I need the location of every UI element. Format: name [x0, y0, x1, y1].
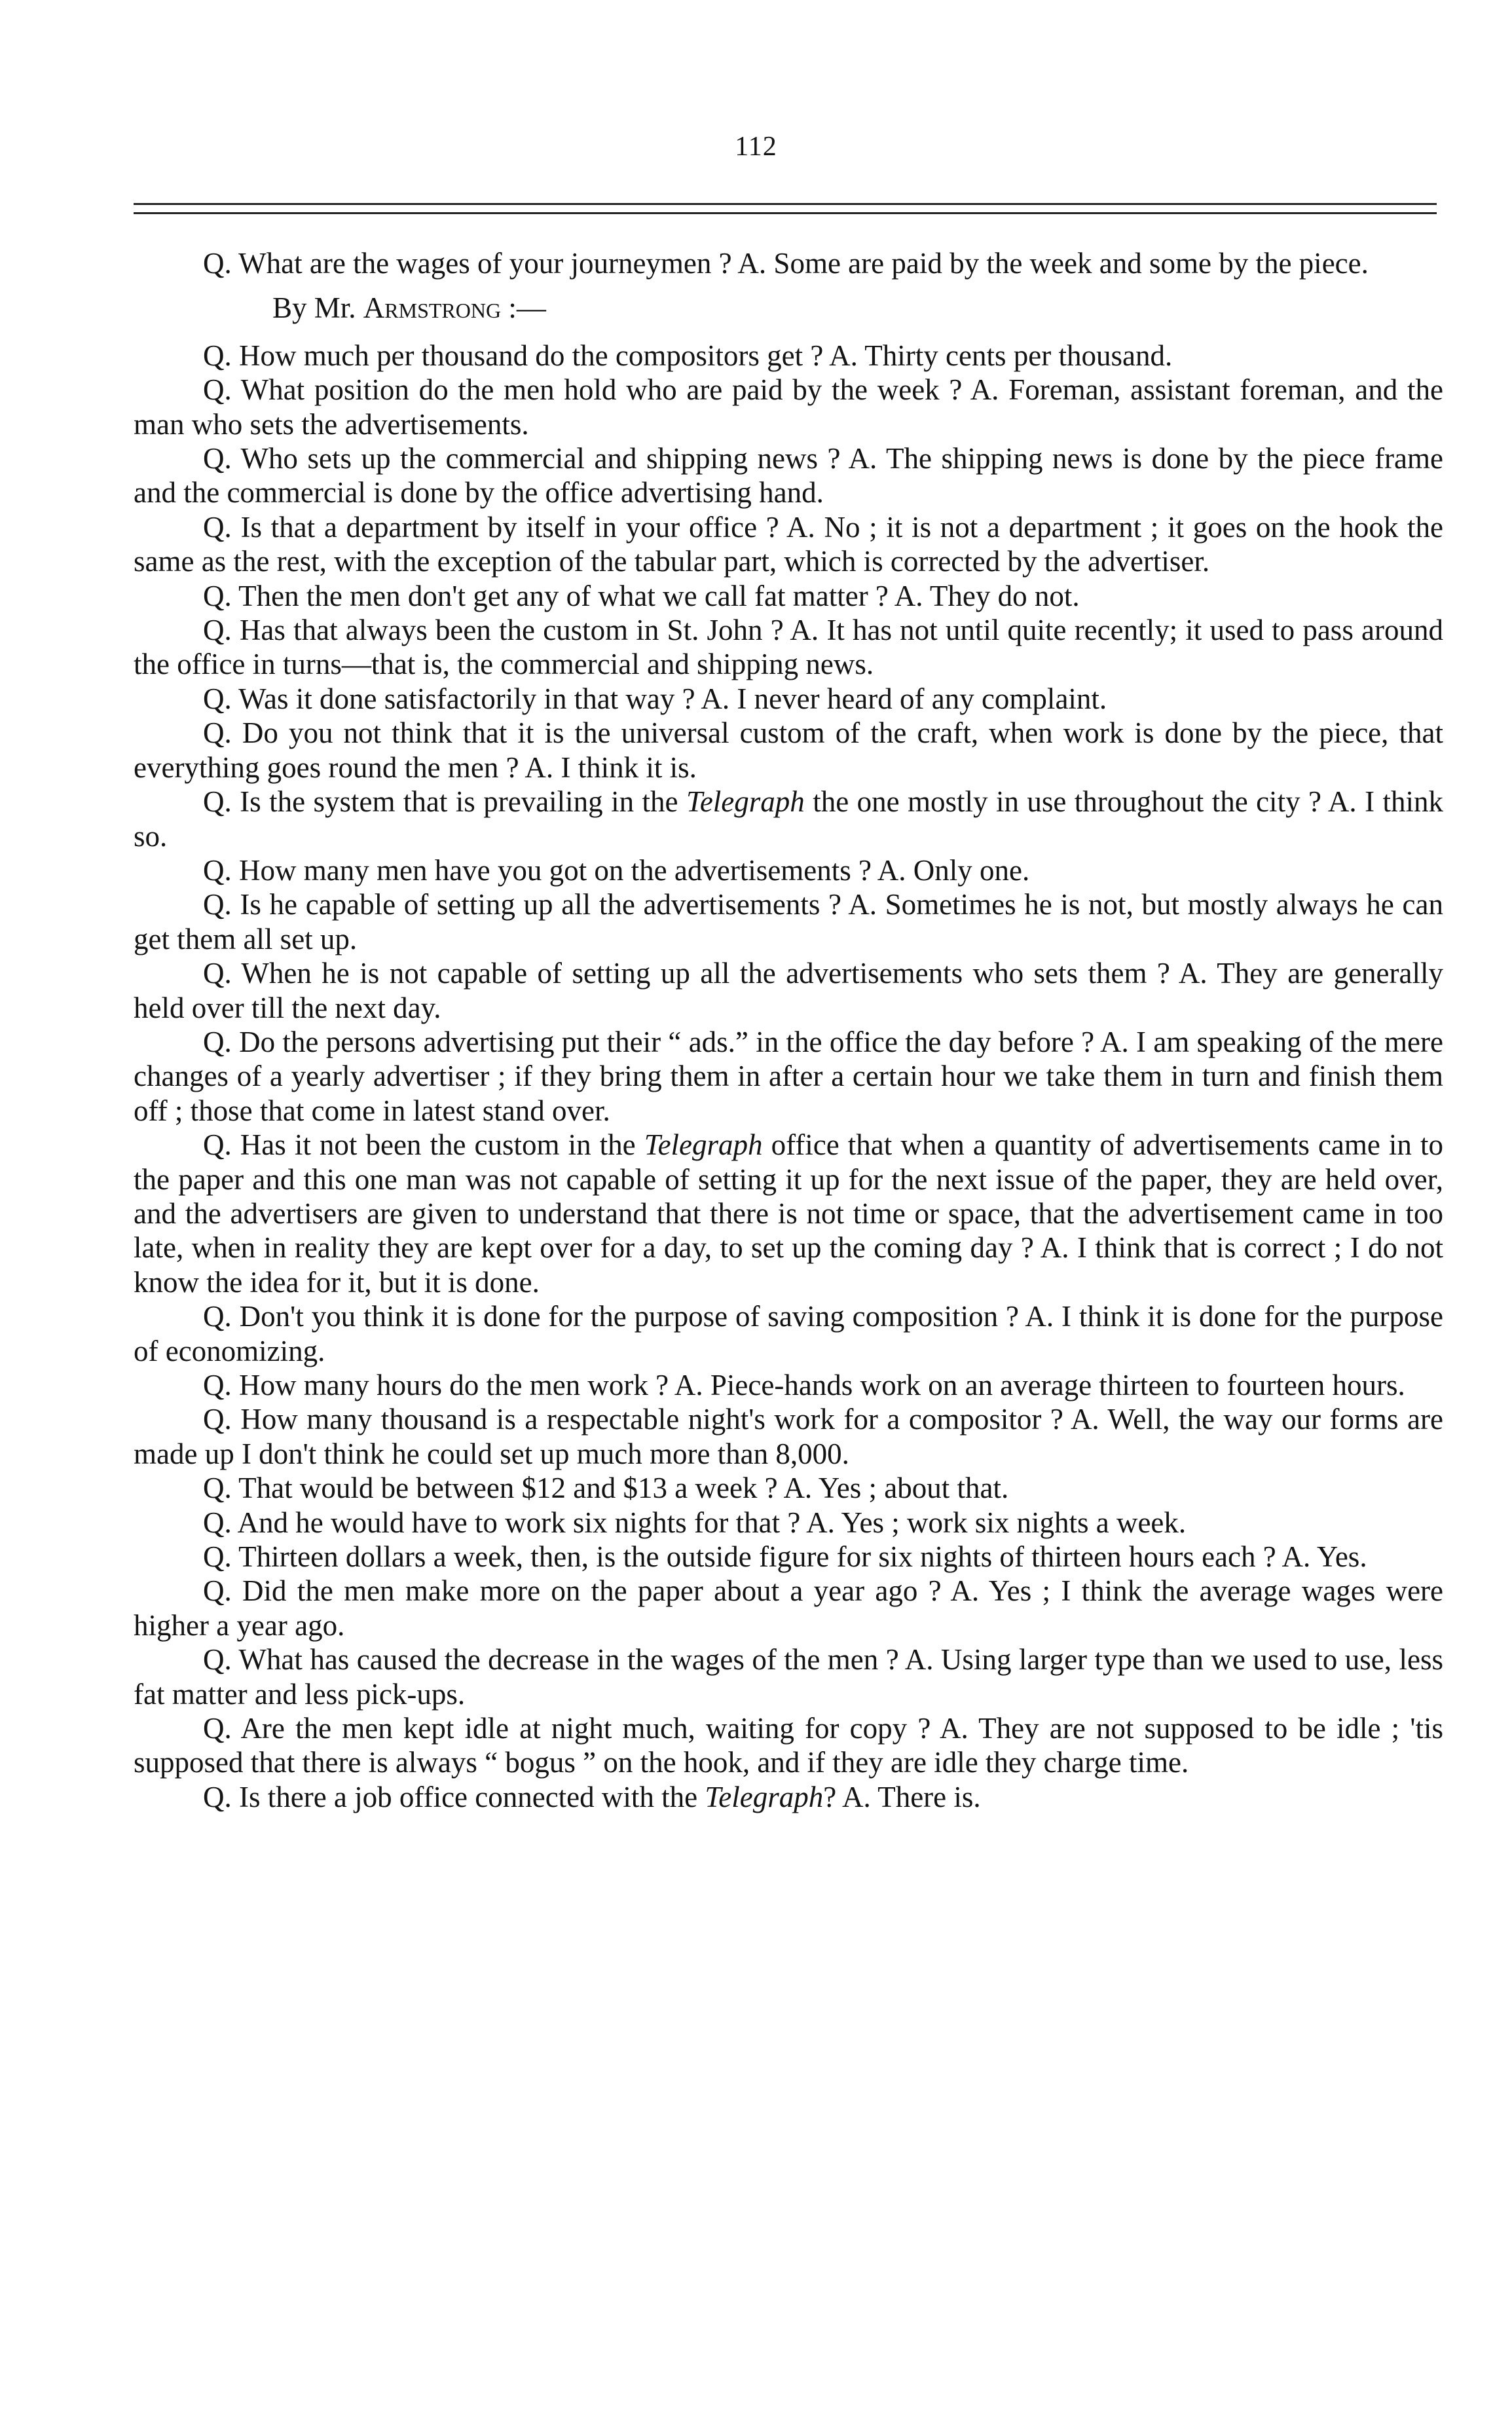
question-text-end: office that when a quantity of advertisements came in to the paper and this one man was not capable of setting it up for the next issue of the paper, they are held over, and the advertisers are given to understand that there is not time or space, that the advertisement came in too late, when in reality they are kept over for a day, to set up the coming day ?	[134, 1128, 1443, 1265]
paragraph-20	[134, 1506, 1443, 1540]
answer-text: A. There is.	[842, 1780, 981, 1813]
paragraph-1	[134, 246, 1443, 280]
question-text: Q. How many hours do the men work ?	[203, 1369, 669, 1401]
question-text: Q. Who sets up the commercial and shipping news ?	[203, 442, 841, 475]
answer-text: A. I think that is correct ; I do not know the idea for it, but it is done.	[134, 1231, 1443, 1299]
question-text: Q. Are the men kept idle at night much, waiting for copy ?	[203, 1712, 931, 1745]
question-text-end: the one mostly in use throughout the city ?	[813, 785, 1321, 819]
question-text: Q. That would be between $12 and $13 a week ?	[203, 1472, 778, 1505]
answer-text: A. I never heard of any complaint.	[701, 682, 1107, 715]
speaker-suffix: :—	[508, 291, 546, 325]
question-text-start: Q. Has it not been the custom in the	[203, 1128, 636, 1162]
question-text: Q. Is he capable of setting up all the advertisements ?	[203, 888, 842, 921]
paragraph-18	[134, 1402, 1443, 1471]
paragraph-24	[134, 1711, 1443, 1780]
answer-text: A. Foreman, assistant foreman, and the man who sets the advertisements.	[134, 373, 1444, 441]
page-number: 112	[735, 132, 777, 162]
answer-text: A. Yes ; I think the average wages were higher a year ago.	[134, 1574, 1443, 1642]
speaker-heading	[134, 291, 1443, 325]
paragraph-25	[134, 1780, 1443, 1814]
answer-text: A. Well, the way our forms are made up I don't think he could set up much more than 8,000.	[134, 1403, 1443, 1470]
question-text: Q. Then the men don't get any of what we call fat matter ?	[203, 579, 889, 612]
question-text: Q. Don't you think it is done for the purpose of saving composition ?	[203, 1300, 1019, 1333]
answer-text: A. Sometimes he is not, but mostly always he can get them all set up.	[134, 888, 1443, 955]
paragraph-10	[134, 785, 1443, 853]
answer-text: A. They are not supposed to be idle ; 'tis supposed that there is always “ bogus ” on the hook, and if they are idle they charge time.	[134, 1712, 1443, 1779]
question-text: Q. What are the wages of your journeymen ?	[203, 247, 732, 280]
question-text-start: Q. Is the system that is prevailing in the	[203, 785, 678, 819]
paragraph-4	[134, 441, 1443, 510]
paragraph-9	[134, 716, 1443, 785]
header-rule-thin	[134, 203, 1437, 205]
question-text: Q. How many men have you got on the advertisements ?	[203, 853, 872, 887]
answer-text: A. I think it is done for the purpose of economizing.	[134, 1300, 1443, 1367]
speaker-name: Armstrong	[363, 291, 502, 325]
answer-text: A. Thirty cents per thousand.	[829, 339, 1173, 372]
answer-text: A. No ; it is not a department ; it goes on the hook the same as the rest, with the exception of the tabular part, which is corrected by the advertiser.	[134, 510, 1443, 578]
newspaper-name: Telegraph	[686, 785, 805, 819]
question-text: Q. How much per thousand do the compositors get ?	[203, 339, 824, 372]
question-text: Q. Did the men make more on the paper about a year ago ?	[203, 1574, 942, 1608]
paragraph-17	[134, 1368, 1443, 1402]
paragraph-22	[134, 1574, 1443, 1642]
question-text: Q. Do you not think that it is the universal custom of the craft, when work is done by the piece, that everything goes round the men ?	[134, 716, 1443, 784]
question-text-end: ?	[823, 1780, 837, 1813]
answer-text: A. I think it is.	[525, 751, 697, 784]
header-rule-thick	[134, 212, 1437, 214]
answer-text: A. They do not.	[894, 579, 1080, 612]
answer-text: A. Yes ; work six nights a week.	[806, 1506, 1187, 1539]
question-text: Q. And he would have to work six nights for that ?	[203, 1506, 801, 1539]
question-text: Q. When he is not capable of setting up all the advertisements who sets them ?	[203, 957, 1170, 990]
question-text: Q. Do the persons advertising put their “ ads.” in the office the day before ?	[203, 1025, 1095, 1058]
answer-text: A. Yes.	[1282, 1540, 1367, 1574]
newspaper-name: Telegraph	[644, 1128, 763, 1162]
paragraph-7	[134, 613, 1443, 682]
paragraph-23	[134, 1642, 1443, 1711]
question-text: Q. How many thousand is a respectable night's work for a compositor ?	[203, 1403, 1063, 1436]
paragraph-12	[134, 887, 1443, 956]
question-text: Q. What position do the men hold who are paid by the week ?	[203, 373, 963, 407]
answer-text: A. Piece-hands work on an average thirteen to fourteen hours.	[674, 1369, 1405, 1401]
paragraph-11	[134, 853, 1443, 887]
question-text: Q. What has caused the decrease in the wages of the men ?	[203, 1643, 899, 1677]
question-text: Q. Thirteen dollars a week, then, is the outside figure for six nights of thirteen hours each ?	[203, 1540, 1276, 1574]
newspaper-name: Telegraph	[705, 1780, 824, 1813]
answer-text: A. I am speaking of the mere changes of a yearly advertiser ; if they bring them in after a certain hour we take them in turn and finish them off ; those that come in latest stand over.	[134, 1025, 1443, 1127]
answer-text: A. Only one.	[877, 853, 1030, 887]
speaker-prefix: By Mr.	[272, 291, 356, 325]
paragraph-16	[134, 1299, 1443, 1368]
paragraph-8	[134, 682, 1443, 716]
question-text-start: Q. Is there a job office connected with the	[203, 1780, 698, 1813]
paragraph-13	[134, 956, 1443, 1025]
answer-text: A. It has not until quite recently; it used to pass around the office in turns—that is, the commercial and shipping news.	[134, 614, 1443, 681]
paragraph-14	[134, 1025, 1443, 1128]
question-text: Q. Is that a department by itself in your office ?	[203, 510, 779, 544]
paragraph-3	[134, 373, 1443, 441]
paragraph-6	[134, 579, 1443, 613]
answer-text: A. They are generally held over till the next day.	[134, 957, 1443, 1024]
paragraph-5	[134, 510, 1443, 579]
paragraph-15	[134, 1128, 1443, 1299]
answer-text: A. Yes ; about that.	[783, 1472, 1009, 1505]
answer-text: A. Using larger type than we used to use, less fat matter and less pick-ups.	[134, 1643, 1443, 1711]
answer-text: A. The shipping news is done by the piece frame and the commercial is done by the office advertising hand.	[134, 442, 1443, 510]
paragraph-19	[134, 1471, 1443, 1505]
paragraph-21	[134, 1540, 1443, 1574]
answer-text: A. Some are paid by the week and some by the piece.	[737, 247, 1369, 280]
question-text: Q. Has that always been the custom in St. John ?	[203, 614, 784, 647]
testimony-text	[134, 246, 1443, 1814]
paragraph-2	[134, 339, 1443, 373]
answer-text: A. I think so.	[134, 785, 1444, 853]
question-text: Q. Was it done satisfactorily in that way ?	[203, 682, 695, 715]
